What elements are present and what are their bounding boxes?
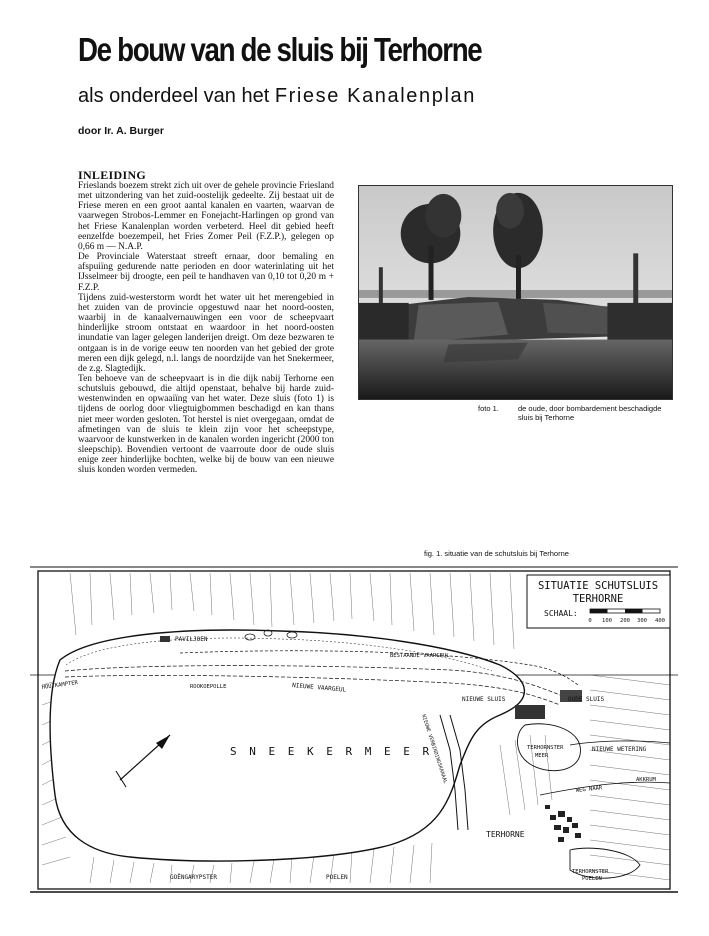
author-line: door Ir. A. Burger (78, 125, 164, 137)
paragraph-3: Tijdens zuid-westerstorm wordt het water uit het merengebied in het zuiden van de provincie opgestuwd naar het noord-oosten, waarbij in de kanaalvernauwingen een voor de scheepvaart hinderlijke stroom ontstaat en waardoor in het noord-oosten inundatie van lager gelegen landerijen dreigt. Om deze bezwaren te ontgaan is in de vorige eeuw ten noorden van het gebied der grote meren een dijk gelegd, n.l. langs de noordzijde van het Snekermeer, de z.g. Slagtedijk. (78, 292, 334, 374)
paragraph-2: De Provinciale Waterstaat streeft ernaar, door bemaling en afspuiïng gedurende natte perioden en door waterinlating uit het IJsselmeer bij droogte, een peil te handhaven van 0,10 tot 0,20 m + F.Z.P. (78, 252, 334, 293)
label-nieuwe-sluis: NIEUWE SLUIS (462, 696, 506, 703)
label-nieuwe-vaargeul: NIEUWE VAARGEUL (291, 682, 347, 694)
scale-tick-200: 200 (620, 618, 630, 624)
scale-tick-300: 300 (637, 618, 647, 624)
page-subtitle (78, 84, 476, 108)
scale-tick-100: 100 (602, 618, 612, 624)
scale-tick-400: 400 (655, 618, 665, 624)
label-terhornster-poelen-1: TERHORNSTER (572, 869, 609, 875)
map-scale-label: SCHAAL: (544, 609, 578, 618)
label-houtkampter: HOUTKAMPTER (41, 679, 79, 691)
label-poelen: POELEN (326, 874, 348, 881)
situation-map (30, 565, 678, 895)
figure-caption: fig. 1. situatie van de schutsluis bij Terhorne (424, 549, 569, 558)
label-oude-sluis: OUDE SLUIS (568, 696, 605, 703)
paragraph-1: Frieslands boezem strekt zich uit over de gehele provincie Friesland met uitzondering van het zuid-oostelijk gedeelte. Zij bestaat uit de Friese meren en een groot aantal kanalen en vaarten, waarvan de vaarwegen Strobos-Lemmer en Fonejacht-Harlingen op grond van het Friese Kanalenplan worden verbeterd. Heel dit gebied heeft eenzelfde boezempeil, het Fries Zomer Peil (F.Z.P.), gelegen op 0,66 m — N.A.P. (78, 181, 334, 252)
label-terhornster-poelen-2: POELEN (582, 876, 602, 882)
page-title: De bouw van de sluis bij Terhorne (78, 31, 482, 68)
label-terhornster-meer-2: MEER (535, 753, 549, 759)
label-terhorne: TERHORNE (486, 830, 525, 839)
label-terhornster-meer-1: TERHORNSTER (527, 745, 564, 751)
lock-photo (358, 185, 673, 400)
label-bestaande-vaargeul: BESTAANDE VAARGEUL (390, 653, 450, 659)
photo-caption-number: foto 1. (478, 404, 499, 413)
label-rookoepolle: ROOKOEPOLLE (190, 684, 227, 690)
subtitle-part-2: Friese Kanalenplan (274, 85, 476, 107)
subtitle-part-1: als onderdeel van het (78, 85, 275, 107)
scale-tick-0: 0 (588, 618, 592, 624)
label-paviljoen: PAVILJOEN (175, 636, 208, 643)
section-heading: INLEIDING (78, 168, 147, 182)
label-goengarypster: GOËNGARYPSTER (170, 874, 217, 881)
label-nieuwe-wetering: NIEUWE WETERING (592, 746, 647, 753)
label-sneekermeer: S N E E K E R M E E R (230, 745, 433, 758)
map-title-line-2: TERHORNE (572, 593, 624, 605)
photo-caption-text: de oude, door bombardement beschadigde sluis bij Terhorne (518, 404, 662, 422)
map-title-line-1: SITUATIE SCHUTSLUIS (537, 580, 659, 592)
label-akkrum: AKKRUM (636, 777, 656, 783)
label-verbindingskanaal: NIEUWE VERBINDINGSKANAAL (420, 713, 449, 785)
body-text (78, 181, 334, 476)
label-weg-naar: WEG NAAR (575, 785, 603, 794)
paragraph-4: Ten behoeve van de scheepvaart is in die dijk nabij Terhorne een schutsluis gebouwd, die altijd openstaat, behalve bij harde zuid-westenwinden en opwaaiïng van het water. Deze sluis (foto 1) is tijdens de oorlog door vliegtuigbommen beschadigd en kan thans niet meer worden gesloten. Tot herstel is niet overgegaan, omdat de afmetingen van de sluis te klein zijn voor het scheepstype, waarvoor de kunstwerken in de kanalen worden ingericht (2000 ton sleepschip). Bovendien vertoont de vaarroute door de oude sluis enige zeer hinderlijke bochten, welke bij de bouw van een nieuwe sluis konden worden vermeden. (78, 373, 334, 476)
